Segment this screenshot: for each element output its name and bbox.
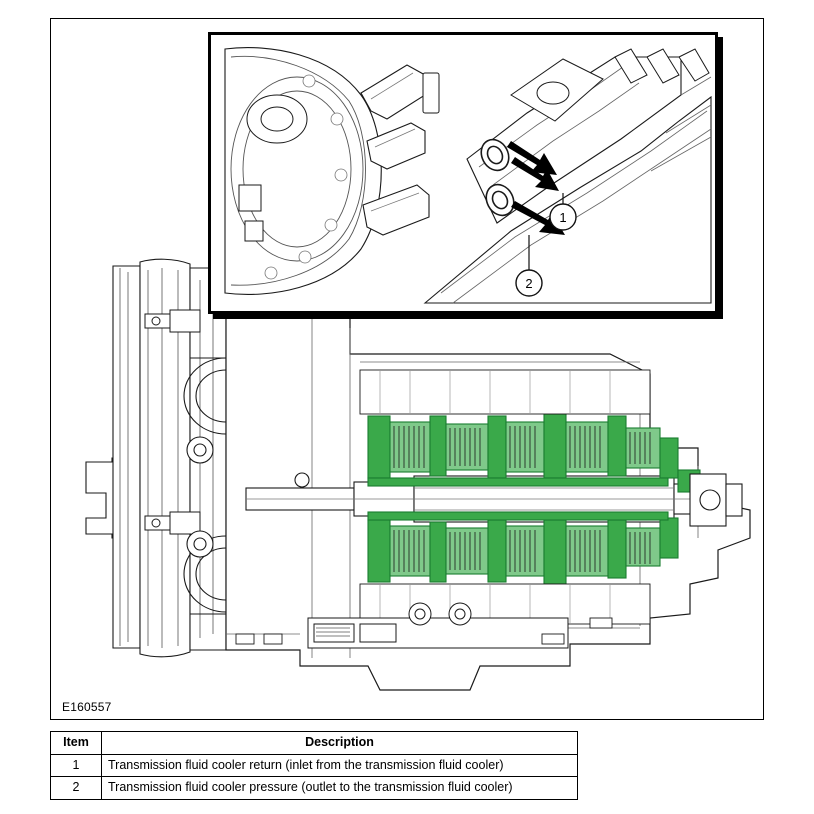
row-item-number: 2 <box>51 777 102 800</box>
inset-detail-box <box>208 32 718 314</box>
header-description: Description <box>102 732 578 755</box>
callout-1-number: 1 <box>559 210 567 225</box>
inset-detail-container <box>208 32 718 314</box>
callout-2-bubble <box>516 270 542 296</box>
cooler-ports-detail-illustration <box>211 35 715 311</box>
callout-1-bubble <box>550 204 576 230</box>
cooler-port-bosses <box>295 473 309 487</box>
header-item: Item <box>51 732 102 755</box>
table-row <box>51 777 578 800</box>
callout-2-number: 2 <box>525 276 533 291</box>
callout-legend-table <box>50 731 578 800</box>
row-item-number: 1 <box>51 754 102 777</box>
figure-id-label: E160557 <box>62 700 112 714</box>
table-row <box>51 754 578 777</box>
row-description: Transmission fluid cooler return (inlet from the transmission fluid cooler) <box>102 754 578 777</box>
figure-container <box>50 18 764 720</box>
table-header-row <box>51 732 578 755</box>
row-description: Transmission fluid cooler pressure (outlet to the transmission fluid cooler) <box>102 777 578 800</box>
